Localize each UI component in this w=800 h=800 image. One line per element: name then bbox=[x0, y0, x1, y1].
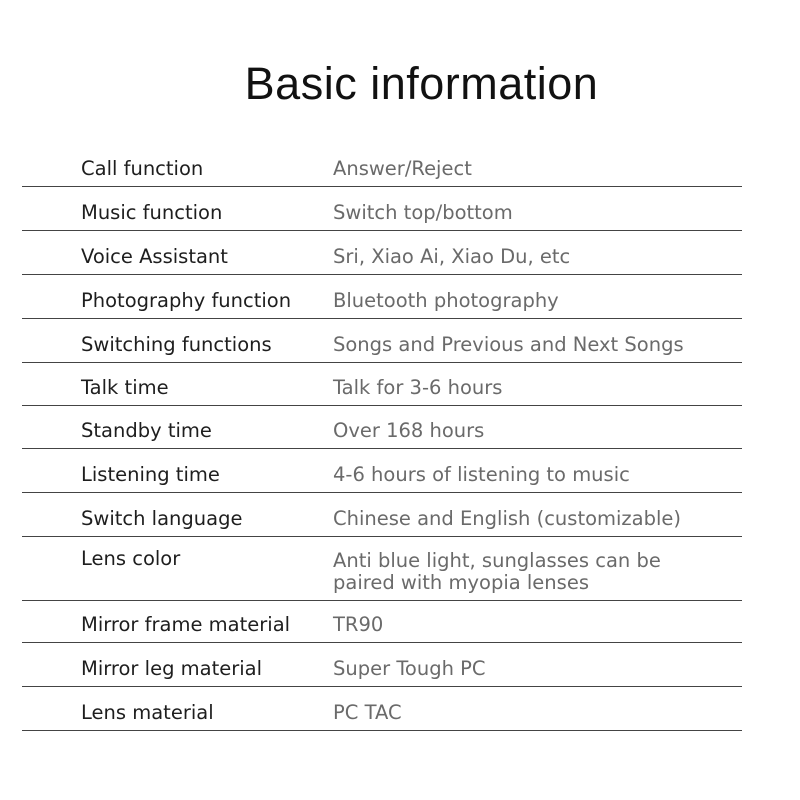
spec-value: Super Tough PC bbox=[333, 657, 486, 680]
spec-label: Music function bbox=[81, 201, 223, 224]
page-title: Basic information bbox=[244, 58, 599, 109]
spec-value: Switch top/bottom bbox=[333, 201, 513, 224]
spec-label: Photography function bbox=[81, 289, 292, 312]
spec-label: Talk time bbox=[81, 376, 169, 399]
spec-label: Standby time bbox=[81, 419, 212, 442]
spec-label: Mirror leg material bbox=[81, 657, 263, 680]
spec-value: Anti blue light, sunglasses can be paired with myopia lenses bbox=[333, 549, 661, 594]
spec-row bbox=[22, 537, 742, 601]
spec-label: Switch language bbox=[81, 507, 243, 530]
spec-value: Chinese and English (customizable) bbox=[333, 507, 682, 530]
spec-row bbox=[22, 601, 742, 643]
spec-label: Lens material bbox=[81, 701, 214, 724]
spec-row bbox=[22, 493, 742, 537]
spec-row bbox=[22, 231, 742, 275]
spec-label: Listening time bbox=[81, 463, 220, 486]
spec-row bbox=[22, 363, 742, 406]
spec-value: Sri, Xiao Ai, Xiao Du, etc bbox=[333, 245, 571, 268]
spec-label: Lens color bbox=[81, 547, 181, 570]
spec-label: Switching functions bbox=[81, 333, 272, 356]
spec-row bbox=[22, 145, 742, 187]
spec-row bbox=[22, 449, 742, 493]
spec-row bbox=[22, 406, 742, 449]
spec-value: Over 168 hours bbox=[333, 419, 485, 442]
spec-value: Bluetooth photography bbox=[333, 289, 559, 312]
spec-row bbox=[22, 187, 742, 231]
spec-row bbox=[22, 643, 742, 687]
spec-row bbox=[22, 687, 742, 731]
spec-value: Songs and Previous and Next Songs bbox=[333, 333, 684, 356]
spec-value: TR90 bbox=[333, 613, 384, 636]
spec-value: Talk for 3-6 hours bbox=[333, 376, 503, 399]
spec-value: Answer/Reject bbox=[333, 157, 472, 180]
spec-label: Voice Assistant bbox=[81, 245, 228, 268]
spec-value: PC TAC bbox=[333, 701, 402, 724]
spec-row bbox=[22, 275, 742, 319]
spec-value: 4-6 hours of listening to music bbox=[333, 463, 630, 486]
spec-label: Mirror frame material bbox=[81, 613, 291, 636]
spec-row bbox=[22, 319, 742, 363]
spec-label: Call function bbox=[81, 157, 204, 180]
